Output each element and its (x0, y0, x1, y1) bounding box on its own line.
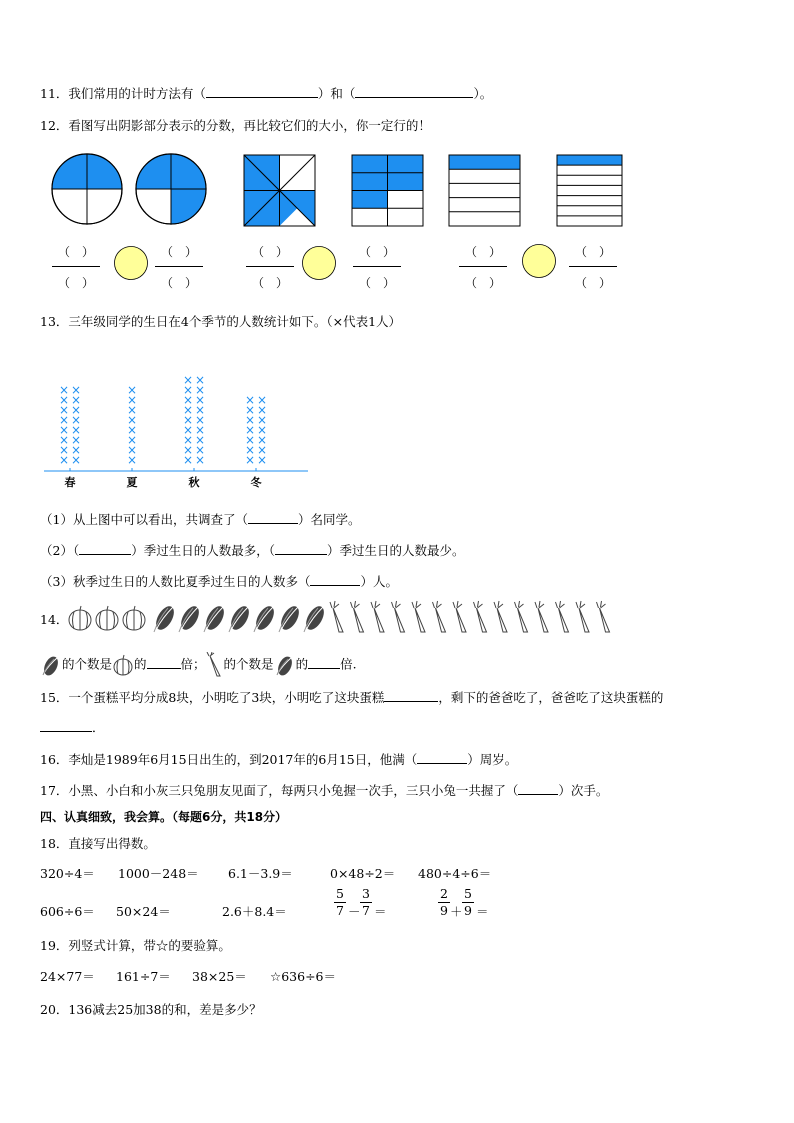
vegetable-row (66, 600, 616, 636)
tally-mark: × (256, 393, 268, 407)
question-11: 11．我们常用的计时方法有（ ）和（ ）。 (40, 86, 493, 101)
carrot-icon (351, 601, 364, 632)
corn-icon (277, 603, 302, 633)
answer-blank[interactable] (308, 656, 340, 669)
fraction-line (459, 266, 507, 267)
denominator-blank[interactable]: （ ） (359, 276, 396, 290)
denominator-blank[interactable]: （ ） (161, 276, 198, 290)
numerator-blank[interactable]: （ ） (161, 245, 198, 259)
question-13: 13．三年级同学的生日在4个季节的人数统计如下。（×代表1人） (40, 314, 402, 329)
fraction-line (246, 266, 294, 267)
tally-mark: × (256, 443, 268, 457)
answer-blank[interactable] (248, 511, 298, 524)
answer-blank[interactable] (384, 689, 438, 702)
tally-mark: × (126, 383, 138, 397)
question-15: 15．一个蛋糕平均分成8块，小明吃了3块，小明吃了这块蛋糕 ，剩下的爸爸吃了，爸爸吃了这块蛋糕的 (40, 690, 664, 705)
answer-blank[interactable] (206, 85, 318, 98)
denominator-blank[interactable]: （ ） (575, 276, 612, 290)
numerator-blank[interactable]: （ ） (252, 245, 289, 259)
tally-mark: × (126, 443, 138, 457)
season-label: 春 (64, 476, 76, 489)
tally-mark: × (58, 403, 70, 417)
compare-circle[interactable] (301, 245, 337, 281)
tally-mark: × (70, 383, 82, 397)
tally-column-0 (59, 383, 81, 467)
square-triangles-figure (243, 154, 317, 228)
carrot-icon (206, 652, 224, 678)
tally-mark: × (244, 433, 256, 447)
tally-mark: × (244, 443, 256, 457)
carrot-icon (453, 601, 466, 632)
corn-icon (177, 603, 202, 633)
compare-circle[interactable] (113, 245, 149, 281)
tally-mark: × (244, 453, 256, 467)
tally-mark: × (70, 433, 82, 447)
fraction-line (569, 266, 617, 267)
pumpkin-icon (112, 654, 134, 676)
tally-mark: × (244, 413, 256, 427)
question-13-part-2: （2）（ ）季过生日的人数最多，（ ）季过生日的人数最少。 (40, 543, 465, 558)
answer-blank[interactable] (147, 656, 181, 669)
corn-icon (40, 653, 62, 677)
tally-mark: × (70, 443, 82, 457)
answer-blank[interactable] (275, 542, 327, 555)
tally-mark: × (126, 453, 138, 467)
tally-mark: × (194, 403, 206, 417)
rect-fifths-figure (448, 154, 522, 228)
carrot-icon (556, 601, 569, 632)
question-14: 14． (40, 612, 69, 627)
tally-mark: × (182, 453, 194, 467)
answer-blank[interactable] (518, 782, 558, 795)
carrot-icon (597, 601, 610, 632)
tally-mark: × (182, 383, 194, 397)
question-14-text: 的个数是 的 倍； 的个数是 的 倍. (40, 652, 357, 678)
tally-mark: × (194, 373, 206, 387)
corn-icon (302, 603, 327, 633)
tally-mark: × (70, 393, 82, 407)
rect-sevenths-figure (556, 154, 624, 228)
corn-icon (227, 603, 252, 633)
answer-blank[interactable] (355, 85, 473, 98)
tally-mark: × (70, 453, 82, 467)
carrot-icon (412, 601, 425, 632)
tally-mark: × (194, 383, 206, 397)
tally-mark: × (58, 433, 70, 447)
carrot-icon (392, 601, 405, 632)
corn-icon (274, 653, 296, 677)
carrot-icon (494, 601, 507, 632)
tally-mark: × (256, 403, 268, 417)
tally-mark: × (244, 393, 256, 407)
carrot-icon (330, 601, 343, 632)
tally-mark: × (256, 423, 268, 437)
question-15-line-2: ． (40, 718, 105, 736)
pumpkin-icon (69, 606, 91, 630)
answer-blank[interactable] (40, 719, 92, 732)
fraction: 5 9 (462, 887, 474, 918)
tally-mark: × (70, 403, 82, 417)
tally-mark: × (182, 433, 194, 447)
tally-mark: × (58, 413, 70, 427)
fraction-line (353, 266, 401, 267)
compare-circle[interactable] (521, 243, 557, 279)
tally-mark: × (256, 413, 268, 427)
tally-mark: × (58, 443, 70, 457)
grid-eighths-figure (351, 154, 425, 228)
season-label: 冬 (250, 476, 262, 489)
tally-mark: × (70, 423, 82, 437)
tally-mark: × (244, 403, 256, 417)
question-13-part-1: （1）从上图中可以看出，共调查了（ ）名同学。 (40, 512, 361, 527)
fraction: 5 7 (334, 887, 346, 918)
corn-icon (152, 603, 177, 633)
season-tally-chart (42, 340, 312, 492)
circle-quarter-figure (50, 152, 128, 230)
tally-mark: × (70, 413, 82, 427)
carrot-icon (433, 601, 446, 632)
question-19: 19．列竖式计算，带☆的要验算。 (40, 938, 231, 953)
numerator-blank[interactable]: （ ） (575, 245, 612, 259)
tally-mark: × (58, 423, 70, 437)
tally-mark: × (182, 443, 194, 457)
corn-icon (202, 603, 227, 633)
numerator-blank[interactable]: （ ） (465, 245, 502, 259)
circle-three-quarter-figure (134, 152, 212, 230)
tally-mark: × (182, 403, 194, 417)
pumpkin-icon (123, 606, 145, 630)
numerator-blank[interactable]: （ ） (359, 245, 396, 259)
denominator-blank[interactable]: （ ） (465, 276, 502, 290)
question-18: 18．直接写出得数。 (40, 836, 156, 851)
season-label: 秋 (188, 476, 200, 489)
tally-mark: × (126, 403, 138, 417)
denominator-blank[interactable]: （ ） (58, 276, 95, 290)
question-13-part-3: （3）秋季过生日的人数比夏季过生日的人数多（ ）人。 (40, 574, 398, 589)
tally-mark: × (244, 423, 256, 437)
tally-mark: × (58, 393, 70, 407)
answer-blank[interactable] (79, 542, 131, 555)
tally-column-2 (183, 373, 205, 467)
tally-mark: × (194, 453, 206, 467)
tally-column-3 (245, 393, 267, 467)
tally-mark: × (58, 383, 70, 397)
fraction-line (155, 266, 203, 267)
tally-mark: × (194, 393, 206, 407)
numerator-blank[interactable]: （ ） (58, 245, 95, 259)
answer-blank[interactable] (310, 573, 360, 586)
answer-blank[interactable] (417, 751, 467, 764)
carrot-icon (576, 601, 589, 632)
season-label: 夏 (126, 476, 138, 489)
tally-mark: × (126, 393, 138, 407)
question-16: 16．李灿是1989年6月15日出生的，到2017年的6月15日，他满（ ）周岁。 (40, 752, 518, 767)
tally-mark: × (182, 373, 194, 387)
carrot-icon (474, 601, 487, 632)
tally-mark: × (126, 413, 138, 427)
tally-mark: × (182, 413, 194, 427)
fraction-line (52, 266, 100, 267)
tally-mark: × (126, 433, 138, 447)
tally-mark: × (256, 433, 268, 447)
pumpkin-icon (96, 606, 118, 630)
tally-mark: × (194, 423, 206, 437)
fraction: 2 9 (438, 887, 450, 918)
question-17: 17．小黑、小白和小灰三只兔朋友见面了，每两只小兔握一次手，三只小兔一共握了（ ）次手。 (40, 783, 609, 798)
carrot-icon (371, 601, 384, 632)
denominator-blank[interactable]: （ ） (252, 276, 289, 290)
tally-mark: × (194, 413, 206, 427)
tally-column-1 (127, 383, 137, 467)
carrot-icon (535, 601, 548, 632)
tally-mark: × (194, 433, 206, 447)
tally-mark: × (182, 393, 194, 407)
question-12: 12．看图写出阴影部分表示的分数，再比较它们的大小，你一定行的！ (40, 118, 431, 133)
tally-mark: × (256, 453, 268, 467)
tally-mark: × (182, 423, 194, 437)
worksheet-page: 11．我们常用的计时方法有（ ）和（ ）。 12．看图写出阴影部分表示的分数，再比较它们的大小，你一定行的！ （ ） （ ） （ ） （ ） （ ） （ ） （ ） （ ） （ ） （ ） （ ） （ ） 13．三年级同学的生日在4个季节的人数统计如下。（×代表1人） × × × × × × × × × × × × × × × × 春 × × × × × × × × 夏 × × × × × × × × × × × × × × × × × × 秋 × × × × × × × × × × × × × × 冬 （1）从上图中可以看出，共调查了（ ）名同学。 （2）（ ）季过生日的人数最多，（ ）季过生日的人数最少。 （3）秋季过生日的人数比夏季过生日的人数多（ ）人。 14． 的个数是 的 倍； 的个数是 的 倍. 15．一个蛋糕平均分成8块，小明吃了3块，小明吃了这块蛋糕 ，剩下的爸爸吃了，爸爸吃了这块蛋糕的 ． 16．李灿是1989年6月15日出生的，到2017年的6月15日，他满（ ）周岁。 17．小黑、小白和小灰三只兔朋友见面了，每两只小兔握一次手，三只小兔一共握了（ ）次手。 四、认真细致，我会算。（每题6分，共18分） 18．直接写出得数。 320÷4＝ 1000－248＝ 6.1－3.9＝ 0×48÷2＝ 480÷4÷6＝ 606÷6＝ 50×24＝ 2.6＋8.4＝ 5 7 － 3 7 ＝ 2 9 ＋ 5 9 ＝ 19．列竖式计算，带☆的要验算。 24×77＝ 161÷7＝ 38×25＝ ☆636÷6＝ 20．136减去25加38的和，差是多少？ (0, 0, 794, 1123)
question-20: 20．136减去25加38的和，差是多少？ (40, 1002, 262, 1017)
tally-mark: × (194, 443, 206, 457)
corn-icon (252, 603, 277, 633)
tally-mark: × (58, 453, 70, 467)
fraction: 3 7 (360, 887, 372, 918)
carrot-icon (515, 601, 528, 632)
tally-mark: × (126, 423, 138, 437)
section-4-heading: 四、认真细致，我会算。（每题6分，共18分） (40, 810, 288, 824)
